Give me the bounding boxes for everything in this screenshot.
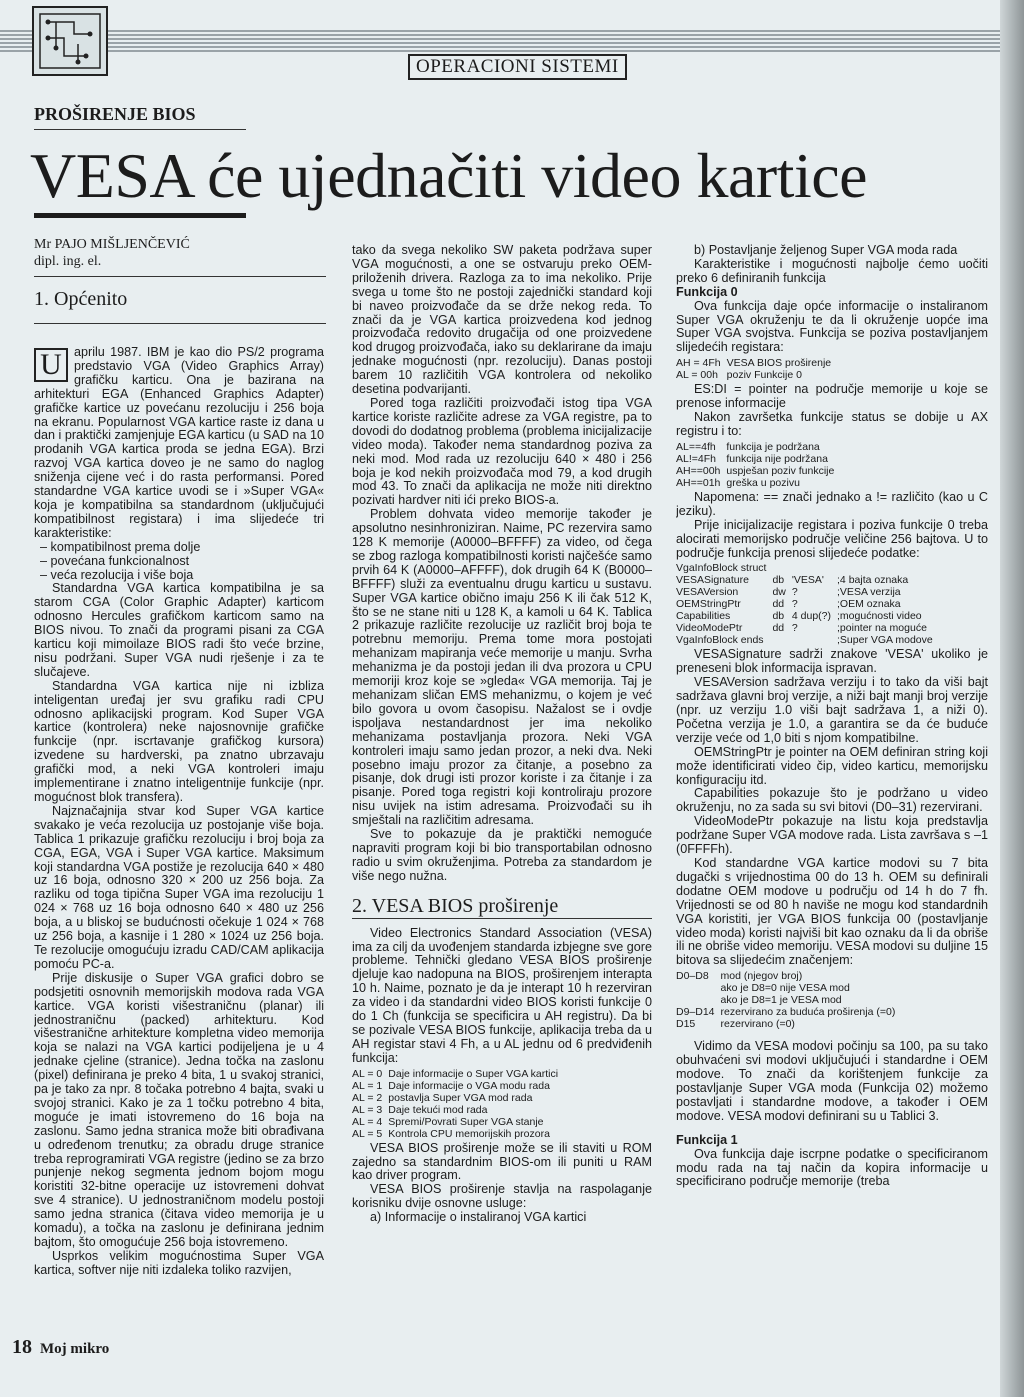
table-cell: ;Super VGA modove [837,634,933,647]
table-cell: ako je D8=1 je VESA mod [720,994,842,1007]
paragraph: Napomena: == znači jednako a != različito (kao u C jeziku). [676,489,988,518]
paragraph: VESA BIOS proširenje može se ili staviti u ROM zajedno sa standardnim BIOS-om ili puniti u RAM kao driver program. [352,1140,652,1183]
table-cell: Spremi/Povrati Super VGA stanje [388,1115,544,1128]
table-row [352,1116,564,1128]
table-cell: ;pointer na moguće [837,622,927,635]
table-cell: D15 [676,1018,696,1031]
table-row [676,1018,901,1030]
paragraph: Ova funkcija daje iscrpne podatke o specificiranom modu rada na taj način da kopira informacije u specificirano područje memorije (treba [676,1146,988,1189]
table-row [676,610,939,622]
table-row [352,1128,564,1140]
function-heading: Funkcija 1 [676,1132,738,1147]
table-cell [772,562,791,574]
table-row [676,1006,901,1018]
byline [34,236,334,270]
table-row [352,1068,564,1080]
page-title: VESA će ujednačiti video kartice [30,140,868,211]
paragraph: VESA BIOS proširenje stavlja na raspolaganje korisniku dvije osnovne usluge: [352,1182,652,1211]
table-cell: rezervirano za buduća proširenja (=0) [720,1006,896,1019]
table-cell: ako je D8=0 nije VESA mod [720,982,850,995]
section-heading-2: 2. VESA BIOS proširenje [352,894,559,917]
mode-bits-table [676,970,901,1030]
table-cell [676,982,721,994]
table-row [676,970,901,982]
table-cell [792,562,837,574]
table-row [352,1080,564,1092]
paragraph: Ova funkcija daje opće informacije o instaliranom Super VGA okruženju te da li okruženje uopće ima Super VGA svojstva. Funkcija se poziva postavljanjem slijedećih registara: [676,298,988,355]
table-cell: AL = 5 [352,1127,383,1140]
paragraph: Najznačajnija stvar kod Super VGA kartice svakako je veća rezolucija uz postojanje više boja. Tablica 1 prikazuje grafičku rezoluciju i broj boja za CGA, EGA, VGA i Super VGA kartice. Maksimum koji standardna VGA postiže je rezolucija 640 × 480 uz 16 boja, odnosno 320 × 200 uz 256 boja. Za razliku od toga tipična Super VGA ima rezoluciju 1 024 × 768 uz 16 boja odnosno 640 × 480 uz 256 boja, a u bliskoj se budućnosti očekuje 1 024 × 768 uz 256 boja, a kasnije i 1 280 × 1024 uz 256 boja. Te rezolucije omogućuju izradu CAD/CAM aplikacija pomoću PC-a. [34,803,324,971]
kicker: PROŠIRENJE BIOS [34,104,196,124]
table-cell: rezervirano (=0) [720,1018,795,1031]
header-stripe [0,30,1010,52]
table-row [676,634,939,646]
table-cell: dd [772,622,785,635]
table-row [676,562,939,574]
table-cell: VESA BIOS proširenje [726,357,832,370]
table-cell: 'VESA' [791,574,824,587]
table-row [352,1104,564,1116]
page-number: 18 [12,1336,32,1358]
magazine-name: Moj mikro [40,1341,110,1357]
column-3 [676,244,988,1338]
table-cell: AH==01h [676,476,721,489]
paragraph: Vidimo da VESA modovi počinju sa 100, pa su tako obuhvaćeni svi modovi uključujući i standardne i OEM modove. To znači da korištenjem funkcije za postavljanje Super VGA moda (Funkcija 02) možemo postavljati i standardne modove, a također i OEM modove. VESA modovi definirani su u Tablici 3. [676,1039,988,1123]
table-cell: greška u pozivu [726,476,800,489]
table-cell: VESASignature [676,574,749,587]
table-cell: VideoModePtr [676,622,743,635]
divider [34,129,246,130]
struct-table [676,562,939,646]
page-binding-shadow [1000,0,1024,1397]
author-name: Mr PAJO MIŠLJENČEVIĆ [34,237,190,252]
paragraph: Video Electronics Standard Association (VESA) ima za cilj da uvođenjem standarda izbjegne sve gore probleme. Tehnički gledano VESA BIOS proširenje djeluje kao nadopuna na BIOS, proširenjem interapta 10 h. Naime, poznato je da je interapt 10 h rezerviran za video i da standardni video BIOS koristi funkcije 0 do 1 Ch (funkcija se specificira u AH registru). Da bi se pozivale VESA BIOS funkcije, aplikacija treba da u AH registar stavi 4 Fh, a u AL jednu od 6 predviđenih funkcija: [352,925,652,1065]
table-cell: ;4 bajta oznaka [837,574,909,587]
table-row [676,453,840,465]
table-cell: AL = 0 [352,1067,383,1080]
table-cell: ;OEM oznaka [837,598,901,611]
table-row [676,369,837,381]
table-cell: VgaInfoBlock struct [676,562,767,575]
table-cell [837,562,939,574]
list-item: – kompatibilnost prema dolje [40,541,324,555]
author-title: dipl. ing. el. [34,254,102,269]
paragraph: Prije inicijalizacije registara i poziva funkcije 0 treba alocirati memorijsko područje veličine 256 bajtova. U to područje funkcija prenosi slijedeće podatke: [676,517,988,560]
table-cell: uspješan poziv funkcije [726,464,835,477]
circuit-logo-icon [32,6,108,76]
paragraph: aprilu 1987. IBM je kao dio PS/2 programa predstavio VGA (Video Graphics Array) grafičku karticu. Ona je bazirana na arhitekturi EGA (Enhanced Graphics Adapter) grafičke kartice uz povećanu rezoluciju i 256 boja na ekranu. Popularnost VGA kartice raste iz dana u dan i praktički zamjenjuje EGA karticu (u SAD na 10 prodanih VGA kartica proda se jedna EGA). Brzi razvoj VGA kartica doveo je ne samo do naglog sniženja cijene već i do rasta performansi. Pored standardne VGA kartice uvodi se i »Super VGA« koja je kompatibilna sa standardnom (uključujući kompatibilnost registara) i ima slijedeće tri karakteristike: [34,346,324,540]
table-cell: VgaInfoBlock ends [676,634,764,647]
paragraph: VESAVersion sadržava verziju i to tako da viši bajt sadržava glavni broj verzije, a niži bajt manji broj verzije (npr. uz verziju 1.0 viši bajt sadržava 1, a niži 0). Početna verzija je 1.0, a garantira se da će buduće verzije veće od 1,0 biti s njom kompatibilne. [676,675,988,745]
table-cell: funkcija je podržana [726,440,820,453]
register-table [676,357,837,381]
divider [34,213,246,218]
table-cell: ? [791,622,798,635]
paragraph: Problem dohvata video memorije također je apsolutno nesinhroniziran. Naime, PC rezervira samo 128 K memorije (A0000–BFFFF) za video, od čega se zbog razloga kompatibilnosti koristi najčešće samo prvih 64 K (A0000–AFFFF), dok drugih 64 K (B0000–BFFFF) služi za eventualnu drugu karticu u sustavu. Super VGA kartice obično imaju 256 K ili čak 512 K, što se ne stane niti u 128 K, a kamoli u 64 K. Tablica 2 prikazuje različite rezolucije uz različit broj boja te potrebnu memoriju. Prema tome mora postojati mehanizam mapiranja veće memorije u manju. Svrha mehanizma je da postoji jedan ili dva prozora u CPU memoriji kroz koje se »gleda« VGA memorija. Taj je mehanizam sličan EMS mehanizmu, o kojem je već bilo govora u ovom časopisu. Nažalost se i ovdje ispoljava nestandardnost jer ima nekoliko mehanizama postavljanja prozora. Neki VGA kontroleri imaju samo jedan prozor, a neki dva. Neki posebno imaju prozor za čitanje, a posebno za pisanje, dok drugi isti prozor koriste i za čitanje i za pisanje. Pored toga registri koji kontroliraju prozore nisu uvijek na istim adresama. Proizvođači su ih smještali na različitim adresama. [352,507,652,828]
table-cell: D0–D8 [676,970,709,983]
table-cell: Daje informacije o VGA modu rada [388,1079,550,1092]
paragraph: OEMStringPtr je pointer na OEM definiran string koji može identificirati video čip, video karticu, memorijsku konfiguraciju itd. [676,744,988,787]
table-cell: AL = 1 [352,1079,383,1092]
table-cell: db [772,574,785,587]
drop-cap: U [34,348,68,382]
table-row [676,574,939,586]
table-cell: postavlja Super VGA mod rada [388,1091,533,1104]
table-cell: ? [791,586,798,599]
table-cell: AL==4fh [676,440,716,453]
table-cell [676,994,721,1006]
list-item: – veća rezolucija i više boja [40,569,324,583]
table-cell: D9–D14 [676,1006,715,1019]
divider [352,918,652,919]
table-cell: ? [791,598,798,611]
table-row [676,357,837,369]
table-cell: 4 dup(?) [791,610,832,623]
paragraph: ES:DI = pointer na područje memorije u koje se prenose informacije [676,382,988,411]
table-cell [792,634,837,646]
table-cell: Daje informacije o Super VGA kartici [388,1067,559,1080]
feature-list [34,541,324,583]
paragraph: Kod standardne VGA kartice modovi su 7 bita dugački s vrijednostima 00 do 13 h. OEM su definirali dodatne OEM modove u području od 14 h do 7 fh. Vrijednosti se od 80 h naviše ne mogu kod standardnih VGA koristiti, jer VGA BIOS funkcija 00 (postavljanje video moda) koristi najviši bit kao oznaku da li da obriše ili ne obriše video memoriju. VESA modovi su duljine 15 bitova sa slijedećim značenjem: [676,856,988,968]
table-cell: AL = 3 [352,1103,383,1116]
table-cell: AL!=4Fh [676,452,716,465]
table-cell: AL = 4 [352,1115,383,1128]
table-row [676,994,901,1006]
status-table [676,441,840,489]
al-function-table [352,1068,564,1140]
table-cell: db [772,610,785,623]
divider [34,276,326,277]
paragraph: Capabilities pokazuje što je podržano u video okruženju, no za sada su svi bitovi (D0–31) rezervirani. [676,786,988,815]
table-cell: funkcija nije podržana [726,452,828,465]
table-cell: AH==00h [676,464,721,477]
section-tag: OPERACIONI SISTEMI [408,54,627,80]
table-row [352,1092,564,1104]
table-cell: Kontrola CPU memorijskih prozora [388,1127,550,1140]
list-item: – povećana funkcionalnost [40,555,324,569]
table-row [676,586,939,598]
section-heading-1: 1. Općenito [34,288,128,310]
table-cell: ;VESA verzija [837,586,901,599]
paragraph: VESASignature sadrži znakove 'VESA' ukoliko je preneseni blok informacija ispravan. [676,647,988,676]
table-row [676,622,939,634]
page-footer [12,1336,109,1359]
table-row [676,477,840,489]
table-cell: VESAVersion [676,586,739,599]
paragraph: Karakteristike i mogućnosti najbolje ćemo uočiti preko 6 definiranih funkcija [676,256,988,285]
table-cell: OEMStringPtr [676,598,741,611]
paragraph: Sve to pokazuje da je praktički nemoguće napraviti program koji bi bio transportabilan odnosno radio u svim okruženjima. Potreba za standardom je više nego nužna. [352,827,652,883]
table-cell: mod (njegov broj) [720,970,803,983]
paragraph: Usprkos velikim mogućnostima Super VGA kartica, softver nije niti izdaleka toliko razvijen, [34,1248,324,1277]
table-row [676,982,901,994]
paragraph: tako da svega nekoliko SW paketa podržava super VGA mogućnosti, a one se ostvaruju preko OEM-priloženih drivera. Razloga za to ima nekoliko. Prije svega u tome što ne postoji zajednički standard koji bi naveo proizvođače da se drže nekog reda. To znači da je VGA kartica proizvedena kod jednog proizvođača redovito drugačija od one proizvedene kod drugog proizvođača, iako su deklarirane da imaju jednake mogućnosti (npr. rezoluciju). Danas postoji barem 10 različitih VGA kontrolera od nekoliko desetina podvarijanti. [352,244,652,397]
table-cell: AL = 00h [676,369,718,382]
table-cell: dw [772,586,786,599]
column-1 [34,346,324,1331]
table-cell: ;mogućnosti video [837,610,922,623]
table-cell: Daje tekući mod rada [388,1103,488,1116]
table-row [676,598,939,610]
table-cell: dd [772,598,785,611]
table-cell: AH = 4Fh [676,357,721,370]
paragraph: Nakon završetka funkcije status se dobije u AX registru i to: [676,410,988,438]
table-row [676,441,840,453]
paragraph: Prije diskusije o Super VGA grafici dobro se podsjetiti osnovnih memorijskih modova rada VGA kartice. VGA koristi višestraničnu (planar) ili jednostraničnu (packed) arhitekturu. Kod višestranične arhitekture kompletna video memorija koja se nalazi na VGA kartici podijeljena je u 4 jednake cjeline (stranice). Jedna točka na zaslonu (pixel) definirana je preko 4 bita, 1 u svakoj stranici, pa je tako za npr. 8 točaka potrebno 4 bajta, svaki u svojoj stranici. Kako je za 1 točku potrebno 4 bita, moguće je imati istovremeno do 16 boja na zaslonu. Samo jedna stranica može biti obrađivana u određenom trenutku; za obradu druge stranice treba reprogramirati VGA registre (jedino se za brzo punjenje nekog segmenta jednom bojom mogu koristiti 32-bitne operacije uz istovremeni dohvat sve 4 stranice). U jednostraničnom modelu postoji samo jedna stranica (čitava video memorija je u komadu), a točka na zaslonu je definirana jednim bajtom, što omogućuje 256 boja istovremeno. [34,970,324,1249]
function-heading: Funkcija 0 [676,284,738,299]
table-row [676,465,840,477]
column-2 [352,244,652,1338]
paragraph: a) Informacije o instaliranoj VGA kartici [370,1210,587,1225]
paragraph: Standardna VGA kartica kompatibilna je sa starom CGA (Color Graphic Adapter) karticom odnosno Hercules grafičkom karticom samo na BIOS nivou. To znači da programi pisani za CGA karticu koji mimoilaze BIOS radi što veće brzine, nisu podržani. Super VGA nudi rješenje i za te slučajeve. [34,581,324,679]
divider [34,323,326,324]
paragraph: b) Postavljanje željenog Super VGA moda rada [694,244,958,257]
paragraph: Standardna VGA kartica nije ni izbliza inteligentan uređaj jer svu grafiku radi CPU odnosno aplikacijski program. Kod Super VGA kartice (kontrolera) neke najosnovnije grafičke funkcije (npr. iscrtavanje grafičkog kursora) izvedene su hardverski, pa znatno ubrzavaju grafički mod, a neki VGA kontroleri imaju implementirane i znatno inteligentnije funkcije (npr. mogućnost blok transfera). [34,678,324,804]
table-cell: poziv Funkcije 0 [726,369,802,382]
table-cell [772,634,791,646]
paragraph: Pored toga različiti proizvođači istog tipa VGA kartice koriste različite adrese za VGA registre, pa to dovodi do dodatnog problema (problema inicijalizacije video moda). Također nema standardnog poziva za neki mod. Mod rada uz rezoluciju 640 × 480 i 256 boja je kod nekih proizvođača mod 79, a kod drugih mod 43. To znači da aplikacija ne može niti direktno pozivati hardver niti ići preko BIOS-a. [352,395,652,508]
paragraph: VideoModePtr pokazuje na listu koja predstavlja podržane Super VGA modove rada. Lista završava s –1 (0FFFFh). [676,814,988,857]
table-cell: Capabilities [676,610,731,623]
table-cell: AL = 2 [352,1091,383,1104]
